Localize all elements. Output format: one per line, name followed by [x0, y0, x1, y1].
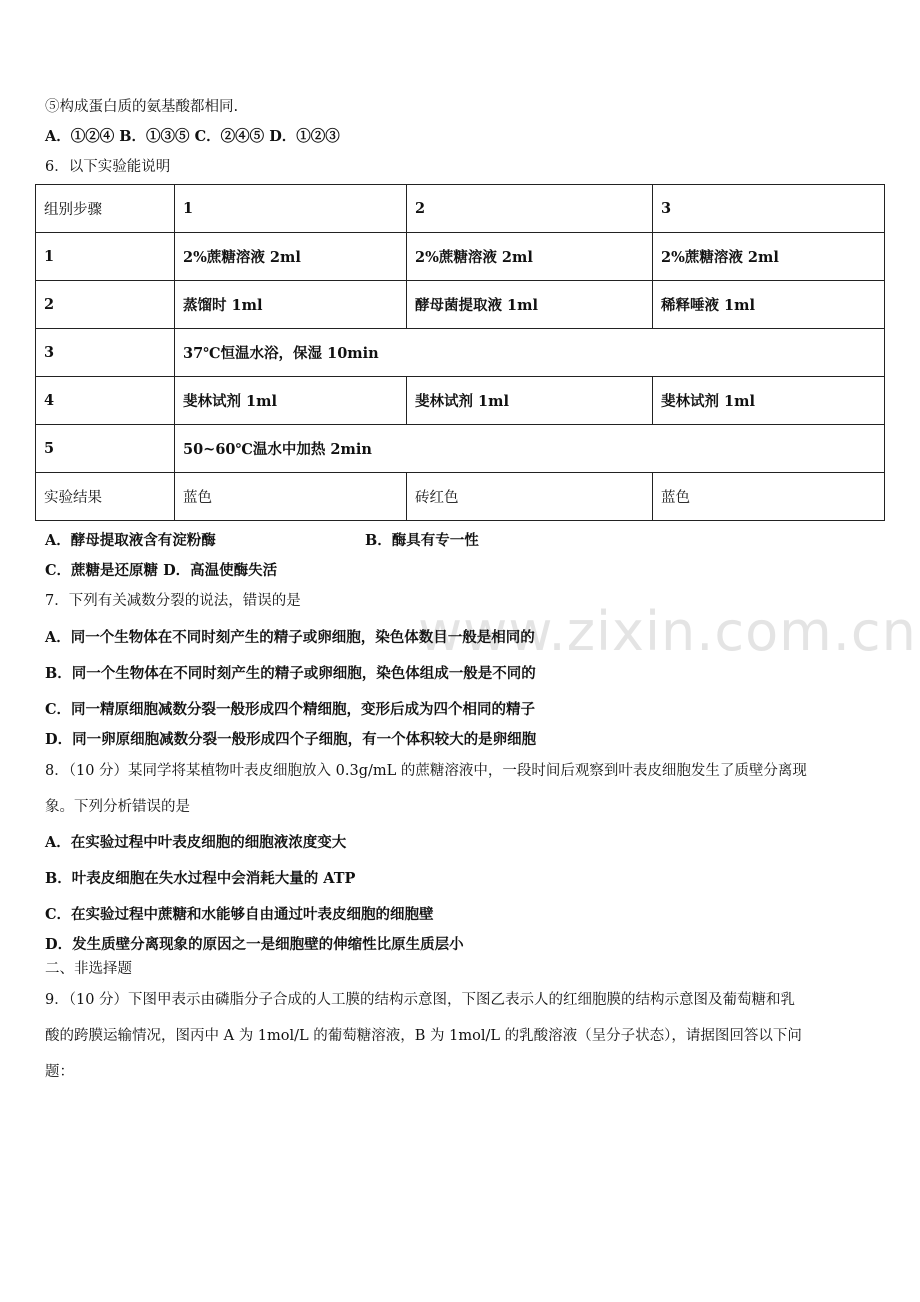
table-row	[36, 329, 885, 377]
table-cell: 蓝色	[653, 473, 885, 521]
q8-stem-line1: 8．（10 分）某同学将某植物叶表皮细胞放入 0.3g/mL 的蔗糖溶液中，一段时间后观察到叶表皮细胞发生了质壁分离现	[45, 763, 807, 779]
q7-option-a: A．同一个生物体在不同时刻产生的精子或卵细胞，染色体数目一般是相同的	[45, 629, 535, 646]
watermark: www.zixin.com.cn	[418, 600, 917, 663]
q8-option-a: A．在实验过程中叶表皮细胞的细胞液浓度变大	[45, 834, 347, 851]
experiment-table	[35, 184, 885, 521]
q9-stem-line1: 9．（10 分）下图甲表示由磷脂分子合成的人工膜的结构示意图，下图乙表示人的红细胞膜的结构示意图及葡萄糖和乳	[45, 992, 796, 1008]
section-heading: 二、非选择题	[45, 961, 132, 977]
table-cell: 斐林试剂 1ml	[175, 377, 407, 425]
table-cell: 3	[653, 185, 885, 233]
table-cell: 蓝色	[175, 473, 407, 521]
q8-option-b: B．叶表皮细胞在失水过程中会消耗大量的 ATP	[45, 870, 356, 887]
table-cell: 组别步骤	[36, 185, 175, 233]
table-cell: 4	[36, 377, 175, 425]
q7-stem: 7．下列有关减数分裂的说法，错误的是	[45, 593, 301, 609]
table-cell: 蒸馏时 1ml	[175, 281, 407, 329]
table-cell: 2%蔗糖溶液 2ml	[175, 233, 407, 281]
q6-options-cd: C．蔗糖是还原糖 D．高温使酶失活	[45, 562, 278, 579]
q9-stem-line2: 酸的跨膜运输情况，图丙中 A 为 1mol/L 的葡萄糖溶液，B 为 1mol/L 的乳酸溶液（呈分子状态），请据图回答以下问	[45, 1028, 802, 1044]
table-cell: 酵母菌提取液 1ml	[407, 281, 653, 329]
table-cell: 2%蔗糖溶液 2ml	[407, 233, 653, 281]
table-cell: 砖红色	[407, 473, 653, 521]
q8-option-c: C．在实验过程中蔗糖和水能够自由通过叶表皮细胞的细胞壁	[45, 906, 434, 923]
table-cell: 实验结果	[36, 473, 175, 521]
table-row	[36, 473, 885, 521]
table-row	[36, 233, 885, 281]
option-5-line: ⑤构成蛋白质的氨基酸都相同.	[45, 99, 239, 115]
table-cell: 2	[36, 281, 175, 329]
q5-answer-options: A．①②④ B．①③⑤ C．②④⑤ D．①②③	[45, 128, 340, 145]
table-cell: 2%蔗糖溶液 2ml	[653, 233, 885, 281]
table-cell: 2	[407, 185, 653, 233]
table-row	[36, 425, 885, 473]
q7-option-d: D．同一卵原细胞减数分裂一般形成四个子细胞，有一个体积较大的是卵细胞	[45, 731, 537, 748]
table-row	[36, 185, 885, 233]
table-row	[36, 377, 885, 425]
table-cell: 稀释唾液 1ml	[653, 281, 885, 329]
table-cell: 1	[175, 185, 407, 233]
q8-option-d: D．发生质壁分离现象的原因之一是细胞壁的伸缩性比原生质层小	[45, 936, 464, 953]
q7-option-b: B．同一个生物体在不同时刻产生的精子或卵细胞，染色体组成一般是不同的	[45, 665, 536, 682]
q9-stem-line3: 题：	[45, 1064, 74, 1080]
table-cell: 3	[36, 329, 175, 377]
q6-option-a: A．酵母提取液含有淀粉酶	[45, 532, 216, 549]
table-cell: 1	[36, 233, 175, 281]
table-cell: 50~60℃温水中加热 2min	[175, 425, 885, 473]
table-cell: 斐林试剂 1ml	[653, 377, 885, 425]
table-row	[36, 281, 885, 329]
table-cell: 斐林试剂 1ml	[407, 377, 653, 425]
q6-option-b: B．酶具有专一性	[365, 532, 479, 549]
table-cell: 37℃恒温水浴，保湿 10min	[175, 329, 885, 377]
q6-stem: 6．以下实验能说明	[45, 159, 171, 175]
q8-stem-line2: 象。下列分析错误的是	[45, 799, 190, 815]
table-cell: 5	[36, 425, 175, 473]
q7-option-c: C．同一精原细胞减数分裂一般形成四个精细胞，变形后成为四个相同的精子	[45, 701, 536, 718]
